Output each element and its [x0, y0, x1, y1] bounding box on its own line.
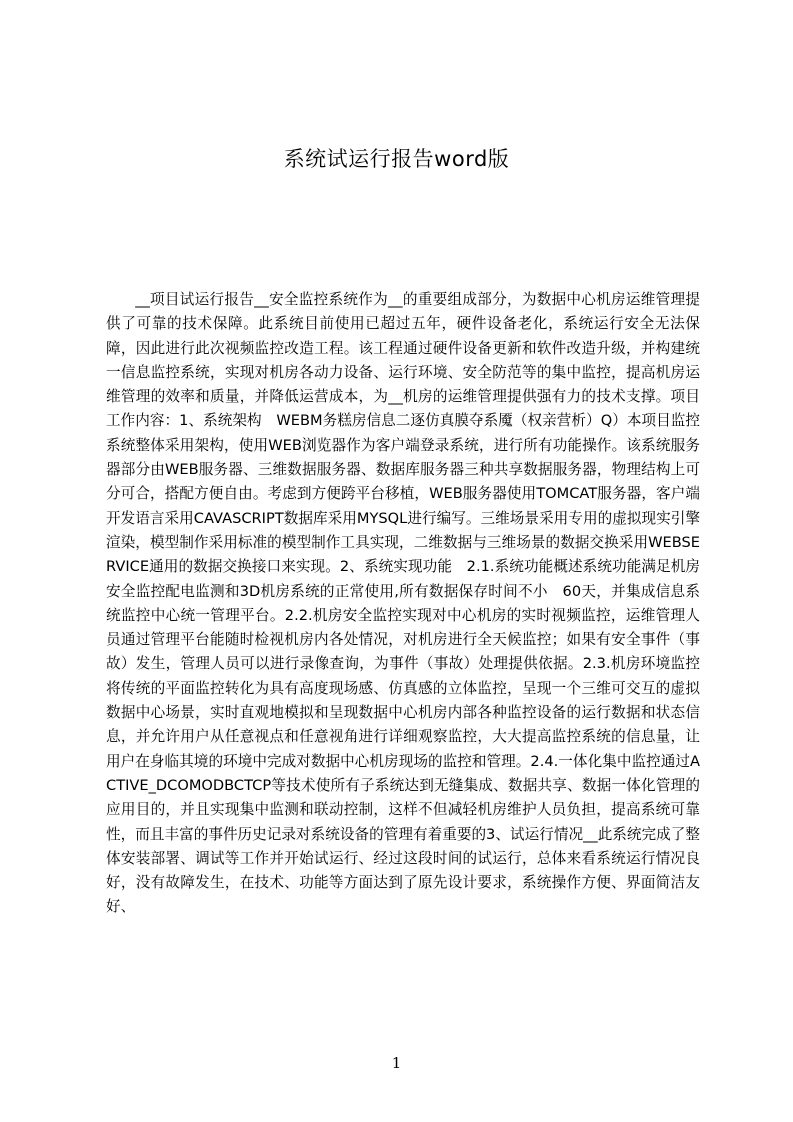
page-number: 1 [391, 1054, 402, 1072]
body-paragraph: __项目试运行报告__安全监控系统作为__的重要组成部分，为数据中心机房运维管理提供了可靠的技术保障。此系统目前使用已超过五年，硬件设备老化，系统运行安全无法保障，因此进行此次视频监控改造工程。该工程通过硬件设备更新和软件改造升级，并构建统一信息监控系统，实现对机房各动力设备、运行环境、安全防范等的集中监控，提高机房运维管理的效率和质量，并降低运营成本，为__机房的运维管理提供强有力的技术支撑。项目工作内容：1、系统架构 WEBM务糕房信息二逐仿真膜夺系魇（权亲营析）Q）本项目监控系统整体采用架构，使用WEB浏览器作为客户端登录系统，进行所有功能操作。该系统服务器部分由WEB服务器、三维数据服务器、数据库服务器三种共享数据服务器，物理结构上可分可合，搭配方便自由。考虑到方便跨平台移植，WEB服务器使用TOMCAT服务器，客户端开发语言采用CAVASCRIPT数据库采用MYSQL进行编写。三维场景采用专用的虚拟现实引擎渲染，模型制作采用标准的模型制作工具实现，二维数据与三维场景的数据交换采用WEBSERVICE通用的数据交换接口来实现。2、系统实现功能 2.1.系统功能概述系统功能满足机房安全监控配电监测和3D机房系统的正常使用,所有数据保存时间不小 60天，并集成信息系统监控中心统一管理平台。2.2.机房安全监控实现对中心机房的实时视频监控，运维管理人员通过管理平台能随时检视机房内各处情况，对机房进行全天候监控；如果有安全事件（事故）发生，管理人员可以进行录像查询，为事件（事故）处理提供依据。2.3.机房环境监控将传统的平面监控转化为具有高度现场感、仿真感的立体监控，呈现一个三维可交互的虚拟数据中心场景，实时直观地模拟和呈现数据中心机房内部各种监控设备的运行数据和状态信息，并允许用户从任意视点和任意视角进行详细观察监控，大大提高监控系统的信息量，让用户在身临其境的环境中完成对数据中心机房现场的监控和管理。2.4.一体化集中监控通过ACTIVE_DCOMODBCTCP等技术使所有子系统达到无缝集成、数据共享、数据一体化管理的应用目的，并且实现集中监测和联动控制，这样不但减轻机房维护人员负担，提高系统可靠性，而且丰富的事件历史记录对系统设备的管理有着重要的3、试运行情况__此系统完成了整体安装部署、调试等工作并开始试运行、经过这段时间的试运行，总体来看系统运行情况良好，没有故障发生，在技术、功能等方面达到了原先设计要求，系统操作方便、界面简洁友好、 [106, 291, 700, 916]
document-title: 系统试运行报告word版 [283, 147, 510, 171]
